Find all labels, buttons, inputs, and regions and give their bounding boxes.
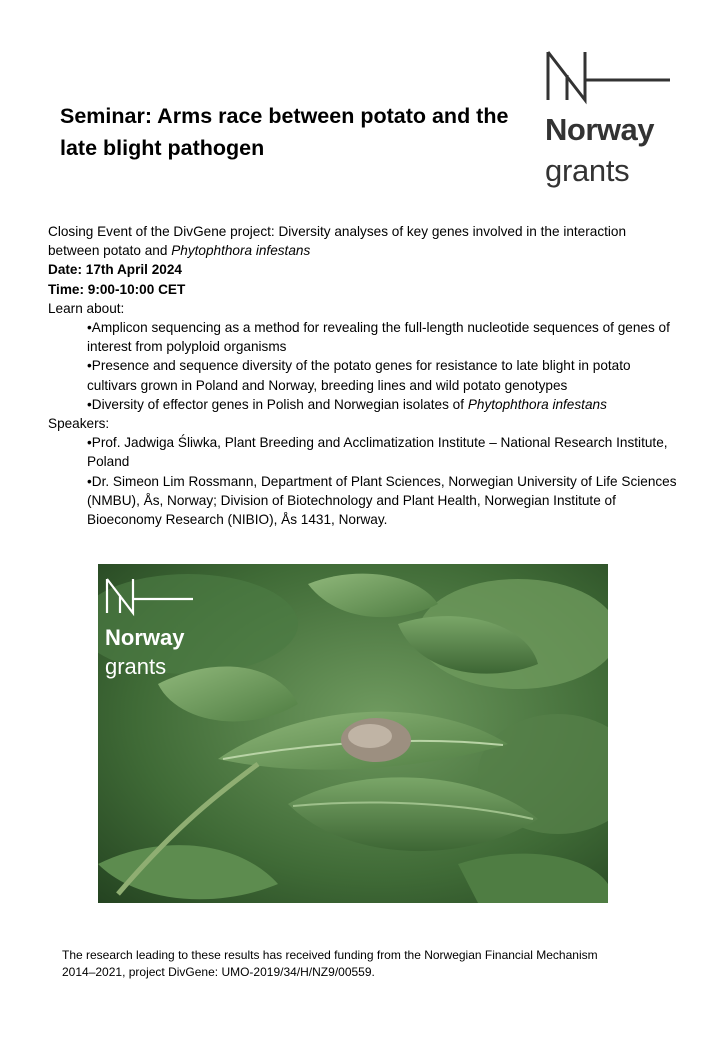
norway-grants-logo: [545, 50, 675, 190]
event-time: Time: 9:00-10:00 CET: [48, 281, 186, 297]
photo-logo-mark-icon: [105, 577, 195, 617]
intro-text: Closing Event of the DivGene project: Diversity analyses of key genes involved in the interaction between potato and Phytophthora infestans: [48, 224, 627, 259]
photo-norway-grants-logo: [105, 577, 195, 687]
norway-grants-mark-icon: [545, 50, 675, 106]
photo-logo-word-grants: grants: [105, 654, 167, 679]
learn-heading: Learn about:: [48, 300, 125, 316]
speaker-item: •Dr. Simeon Lim Rossmann, Department of Plant Sciences, Norwegian University of Life Sciences (NMBU), Ås, Norway; Division of Biotechnology and Plant Health, Norwegian Institute of Bioeconomy Research (NIBIO), Ås 1431, Norway.: [87, 473, 677, 528]
logo-word-grants: grants: [545, 153, 630, 188]
list-item: •Diversity of effector genes in Polish and Norwegian isolates of Phytophthora infestans: [87, 396, 607, 412]
pathogen-name: Phytophthora infestans: [171, 243, 311, 259]
page-title: Seminar: Arms race between potato and the late blight pathogen: [60, 104, 509, 160]
photo-logo-word-norway: Norway: [105, 625, 185, 650]
speakers-list: [48, 433, 678, 529]
pathogen-name: Phytophthora infestans: [467, 396, 607, 412]
list-item: •Presence and sequence diversity of the potato genes for resistance to late blight in potato cultivars grown in Poland and Norway, breeding lines and wild potato genotypes: [87, 358, 631, 393]
speaker-item: •Prof. Jadwiga Śliwka, Plant Breeding and Acclimatization Institute – National Research Institute, Poland: [87, 435, 668, 470]
logo-word-norway: Norway: [545, 112, 654, 147]
learn-list: [48, 318, 678, 414]
speakers-heading: Speakers:: [48, 416, 110, 432]
list-item: •Amplicon sequencing as a method for revealing the full-length nucleotide sequences of genes of interest from polyploid organisms: [87, 320, 670, 355]
event-date: Date: 17th April 2024: [48, 262, 182, 278]
footer-line: 2014–2021, project DivGene: UMO-2019/34/H/NZ9/00559.: [62, 965, 375, 979]
seminar-details: [48, 222, 678, 529]
footer-line: The research leading to these results has received funding from the Norwegian Financial Mechanism: [62, 948, 598, 962]
funding-footer: [62, 947, 682, 981]
potato-leaf-photo: [98, 564, 608, 903]
